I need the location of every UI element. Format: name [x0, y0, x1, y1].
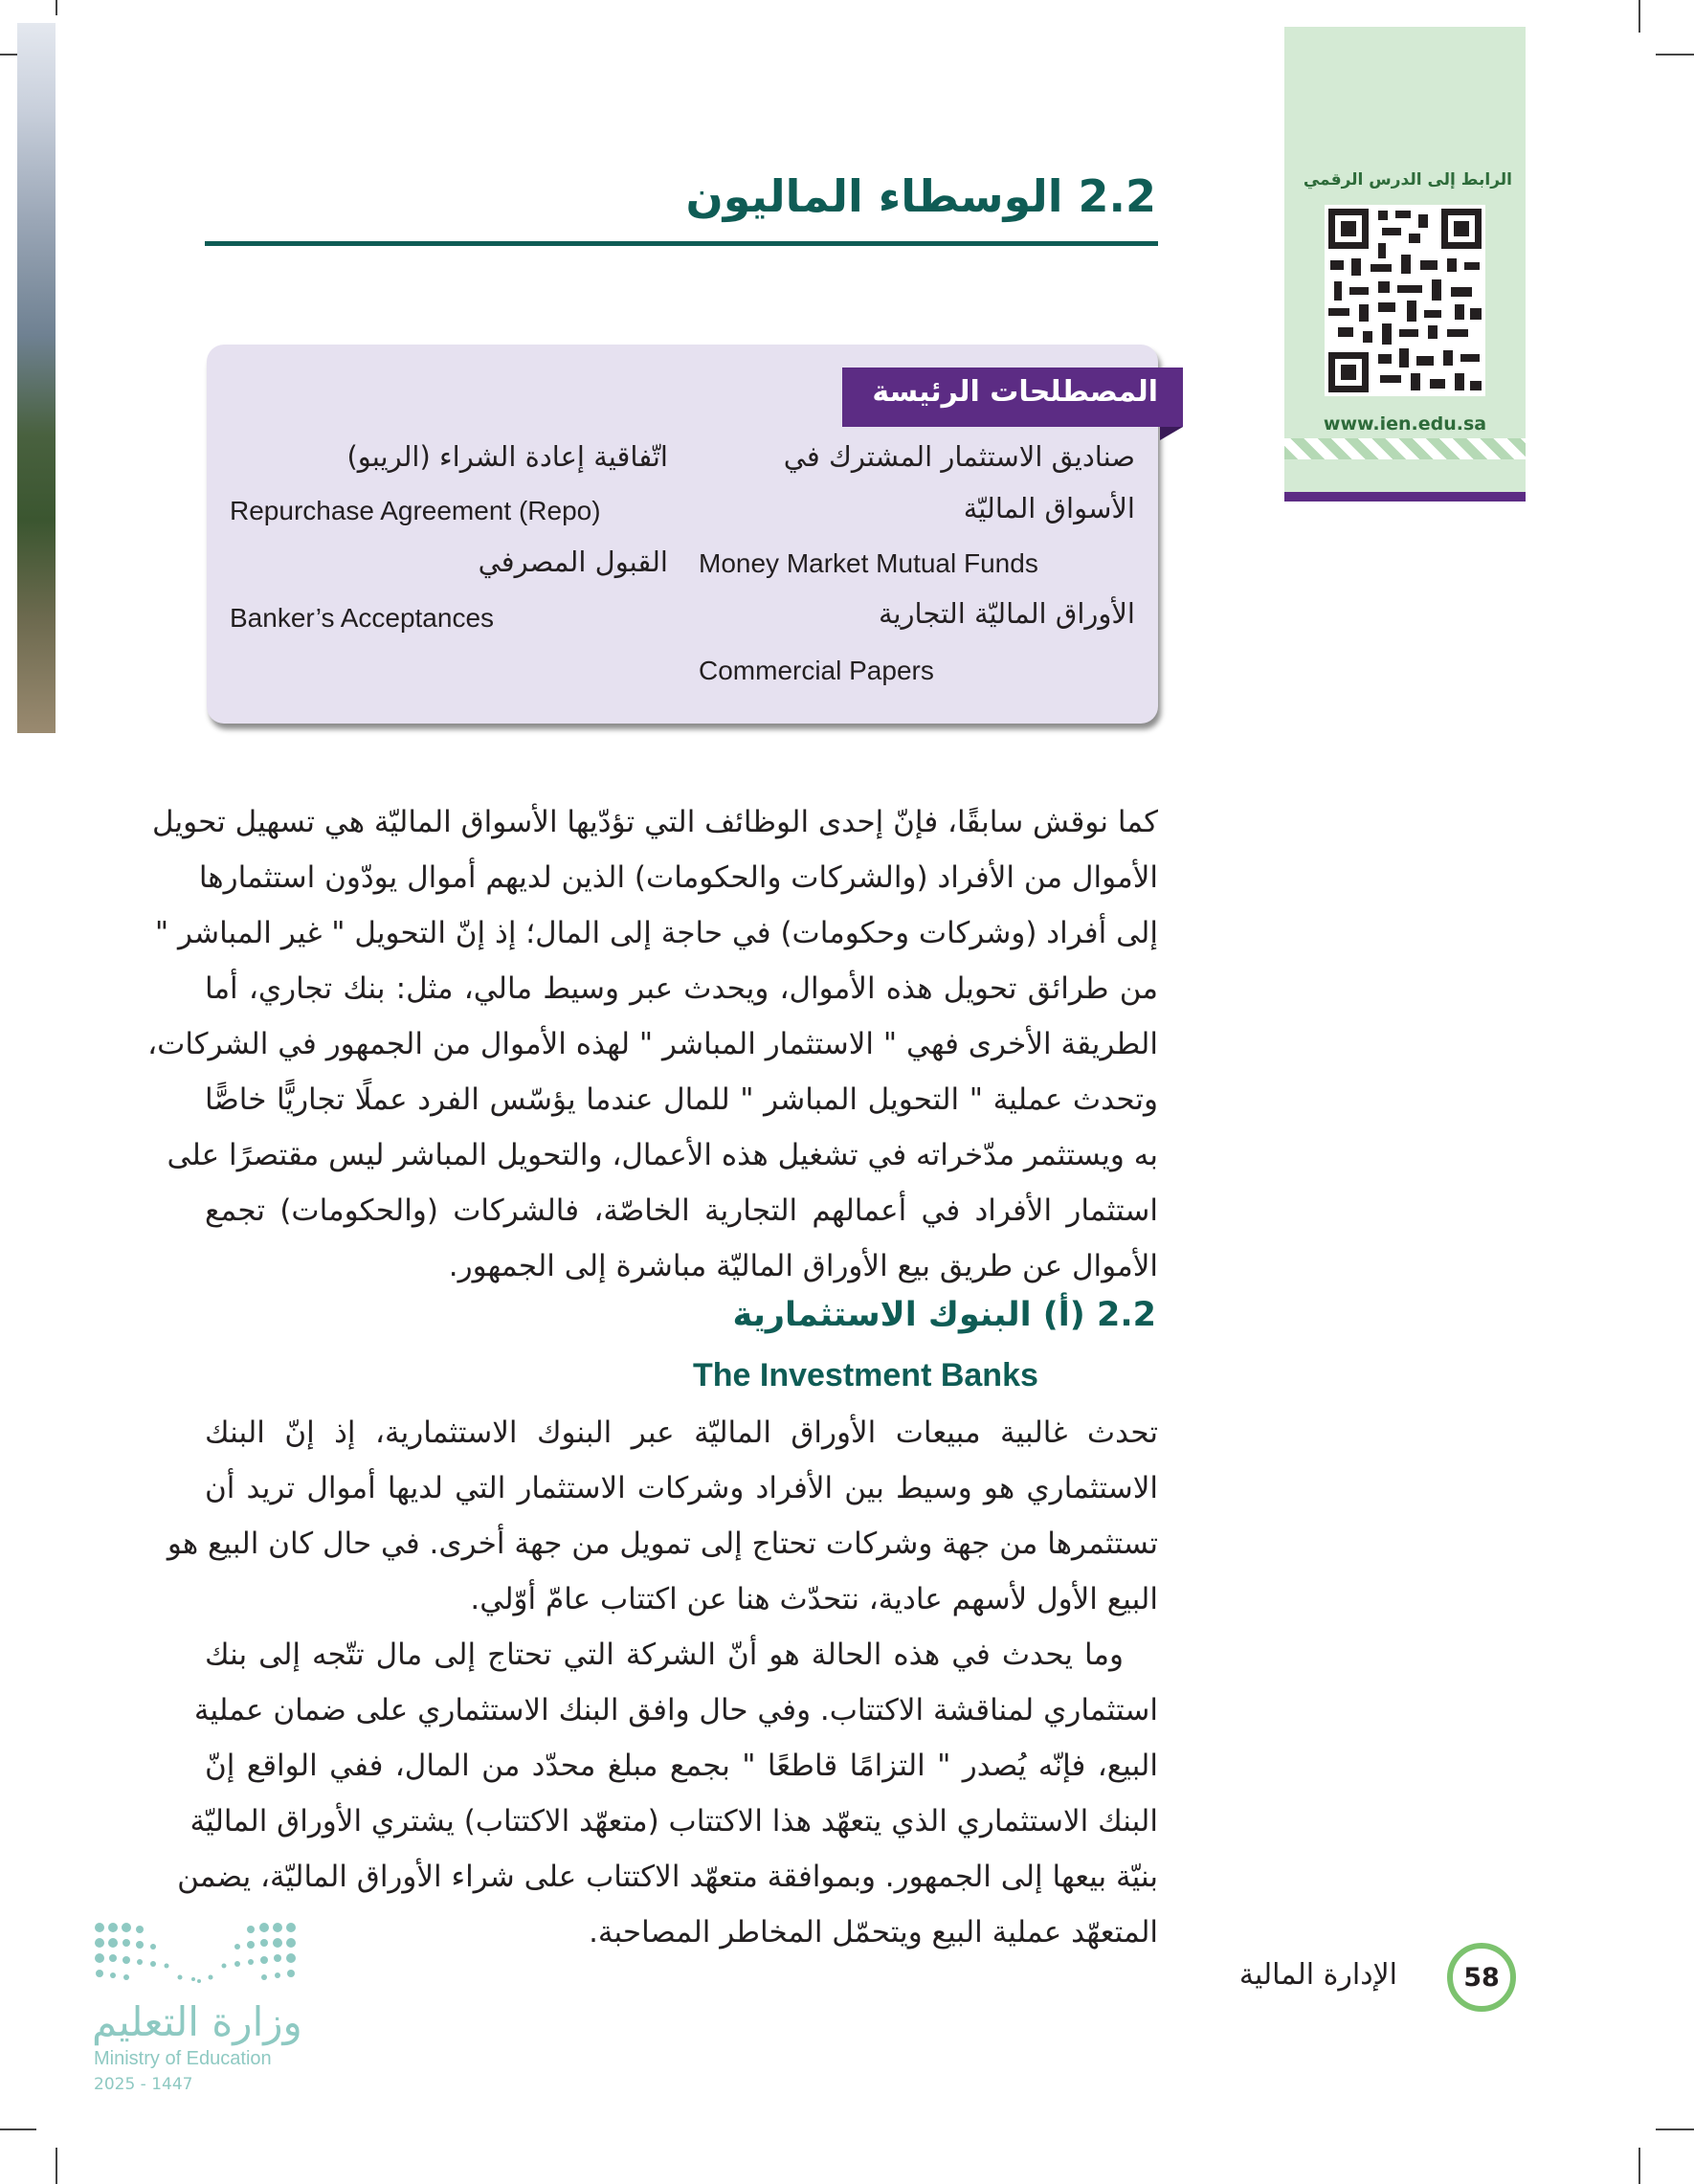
- underwriting-paragraph: [177, 1627, 1158, 1960]
- decorative-pattern-band: [1284, 438, 1526, 459]
- paragraph-line: البنك الاستثماري الذي يتعهّد هذا الاكتتاب (متعهّد الاكتتاب) يشتري الأوراق الماليّة: [189, 1804, 1158, 1839]
- term-repo-en: Repurchase Agreement (Repo): [230, 496, 601, 525]
- page-number: 58: [1447, 1943, 1516, 2012]
- term-mmmf-en: Money Market Mutual Funds: [699, 548, 1038, 578]
- decorative-photo-strip: [17, 23, 56, 733]
- term-bankers-acceptances-en: Banker’s Acceptances: [230, 603, 495, 633]
- crop-mark: [1638, 0, 1640, 33]
- paragraph-line: إلى أفراد (وشركات وحكومات) في حاجة إلى المال؛ إذ إنّ التحويل " غير المباشر ": [154, 916, 1158, 950]
- paragraph-line: تحدث غالبية مبيعات الأوراق الماليّة عبر البنوك الاستثمارية، إذ إنّ البنك: [205, 1415, 1158, 1450]
- paragraph-line: الأموال عن طريق بيع الأوراق الماليّة مباشرة إلى الجمهور.: [448, 1249, 1158, 1283]
- qr-code-icon[interactable]: [1325, 205, 1485, 396]
- ministry-logo-icon: [92, 1918, 299, 1989]
- crop-mark: [1656, 2128, 1694, 2130]
- paragraph-line: تستثمرها من جهة وشركات تحتاج إلى تمويل من جهة أخرى. في حال كان البيع هو: [167, 1527, 1158, 1561]
- key-terms-heading: المصطلحات الرئيسة: [872, 375, 1158, 409]
- paragraph-line: بنيّة بيعها إلى الجمهور. وبموافقة متعهّد الاكتتاب على شراء الأوراق الماليّة، يضمن: [177, 1860, 1158, 1894]
- book-name: الإدارة المالية: [1238, 1958, 1397, 1992]
- paragraph-line: المتعهّد عملية البيع ويتحمّل المخاطر المصاحبة.: [589, 1915, 1158, 1950]
- crop-mark: [0, 2128, 36, 2130]
- paragraph-line: وتحدث عملية " التحويل المباشر " للمال عندما يؤسّس الفرد عملًا تجاريًّا خاصًّا: [205, 1082, 1158, 1117]
- paragraph-line: استثمار الأفراد في أعمالهم التجارية الخاصّة، فالشركات (والحكومات) تجمع: [205, 1193, 1158, 1228]
- paragraph-line: الاستثماري هو وسيط بين الأفراد وشركات الاستثمار التي لديها أموال تريد أن: [205, 1471, 1158, 1505]
- qr-caption: الرابط إلى الدرس الرقمي: [1303, 170, 1512, 189]
- decorative-purple-bar: [1284, 492, 1526, 501]
- ministry-name-ar: وزارة التعليم: [92, 1998, 302, 2045]
- qr-panel: [1284, 27, 1526, 501]
- ministry-name-en: Ministry of Education: [94, 2048, 272, 2069]
- key-terms-tab-fold: [1160, 427, 1183, 440]
- term-bankers-acceptances-ar: القبول المصرفي: [478, 546, 668, 578]
- paragraph-line: استثماري لمناقشة الاكتتاب. وفي حال وافق البنك الاستثماري على ضمان عملية: [193, 1693, 1158, 1727]
- crop-mark: [1638, 2148, 1640, 2184]
- paragraph-line: به ويستثمر مدّخراته في تشغيل هذه الأعمال، والتحويل المباشر ليس مقتصرًا على: [167, 1138, 1158, 1172]
- subsection-title-ar: 2.2 (أ) البنوك الاستثمارية: [732, 1296, 1156, 1334]
- paragraph-line: الأموال من الأفراد (والشركات والحكومات) الذين لديهم أموال يودّون استثمارها: [198, 860, 1158, 895]
- crop-mark: [56, 0, 57, 15]
- term-mmmf-ar: صناديق الاستثمار المشترك في: [783, 440, 1135, 473]
- subsection-title-en: The Investment Banks: [693, 1357, 1038, 1393]
- page-title: 2.2 الوسطاء الماليون: [685, 170, 1156, 222]
- crop-mark: [1656, 54, 1694, 56]
- paragraph-line: الطريقة الأخرى فهي " الاستثمار المباشر " لهذه الأموال من الجمهور في الشركات،: [147, 1027, 1158, 1061]
- intro-paragraph: [147, 794, 1158, 1294]
- title-underline: [205, 241, 1158, 246]
- paragraph-line: البيع الأول لأسهم عادية، نتحدّث هنا عن اكتتاب عامّ أوّلي.: [470, 1582, 1158, 1616]
- paragraph-line: البيع، فإنّه يُصدر " التزامًا قاطعًا " بجمع مبلغ محدّد من المال، ففي الواقع إنّ: [205, 1749, 1158, 1783]
- term-repo-ar: اتّفاقية إعادة الشراء (الريبو): [346, 440, 668, 473]
- paragraph-line: وما يحدث في هذه الحالة هو أنّ الشركة التي تحتاج إلى مال تتّجه إلى بنك: [205, 1638, 1124, 1672]
- crop-mark: [56, 2148, 57, 2184]
- term-commercial-papers-en: Commercial Papers: [699, 656, 934, 685]
- paragraph-line: من طرائق تحويل هذه الأموال، ويحدث عبر وسيط مالي، مثل: بنك تجاري، أما: [205, 971, 1158, 1006]
- ministry-year: 2025 - 1447: [94, 2075, 193, 2094]
- term-commercial-papers-ar: الأوراق الماليّة التجارية: [878, 597, 1135, 630]
- investment-banks-paragraph: [167, 1405, 1158, 1627]
- term-mmmf-ar-line2: الأسواق الماليّة: [963, 492, 1135, 524]
- paragraph-line: كما نوقش سابقًا، فإنّ إحدى الوظائف التي تؤدّيها الأسواق الماليّة هي تسهيل تحويل: [152, 805, 1158, 839]
- qr-url-link[interactable]: www.ien.edu.sa: [1323, 413, 1487, 435]
